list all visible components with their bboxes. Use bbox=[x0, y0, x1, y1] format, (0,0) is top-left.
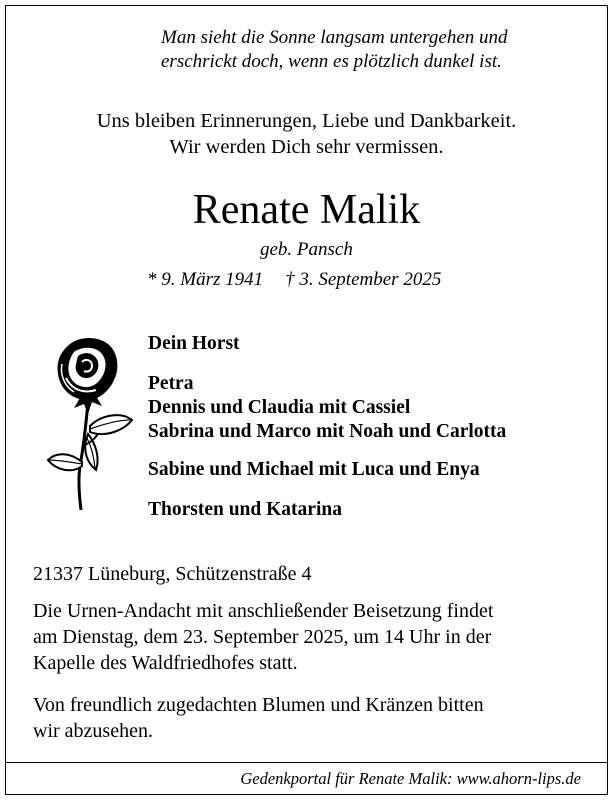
service-line: Kapelle des Waldfriedhofes statt. bbox=[33, 652, 298, 674]
family-member: Thorsten und Katarina bbox=[148, 499, 342, 520]
service-line: am Dienstag, dem 23. September 2025, um 14 Uhr in der bbox=[33, 626, 492, 648]
family-member: Dennis und Claudia mit Cassiel bbox=[148, 397, 411, 418]
quote bbox=[161, 26, 581, 74]
family-group-2 bbox=[148, 372, 506, 444]
family-group-4 bbox=[148, 498, 342, 522]
address: 21337 Lüneburg, Schützenstraße 4 bbox=[33, 563, 312, 585]
flowers-line: Von freundlich zugedachten Blumen und Kränzen bitten bbox=[33, 694, 484, 716]
maiden-name: geb. Pansch bbox=[260, 239, 353, 260]
family-group-3 bbox=[148, 458, 480, 482]
family-member: Dein Horst bbox=[148, 333, 240, 354]
service-line: Die Urnen-Andacht mit anschließender Beisetzung findet bbox=[33, 600, 494, 622]
deceased-name: Renate Malik bbox=[192, 187, 421, 233]
family-member: Sabrina und Marco mit Noah und Carlotta bbox=[148, 421, 507, 442]
birth-date: * 9. März 1941 bbox=[147, 269, 264, 290]
memorial-portal-link[interactable]: Gedenkportal für Renate Malik: www.ahorn-lips.de bbox=[240, 769, 581, 788]
footer-divider bbox=[5, 762, 608, 763]
flowers-note bbox=[33, 692, 593, 744]
life-dates bbox=[147, 268, 463, 292]
quote-line: erschrickt doch, wenn es plötzlich dunkel ist. bbox=[161, 51, 502, 72]
family-member: Petra bbox=[148, 373, 194, 394]
service-info bbox=[33, 598, 593, 676]
rose-icon bbox=[40, 334, 140, 512]
family-member: Sabine und Michael mit Luca und Enya bbox=[148, 459, 480, 480]
family-group-1 bbox=[148, 332, 240, 356]
remembrance-line: Uns bleiben Erinnerungen, Liebe und Dankbarkeit. bbox=[96, 110, 517, 132]
quote-line: Man sieht die Sonne langsam untergehen und bbox=[161, 27, 508, 48]
remembrance-text bbox=[0, 108, 613, 160]
death-date: † 3. September 2025 bbox=[285, 269, 442, 290]
flowers-line: wir abzusehen. bbox=[33, 720, 153, 742]
remembrance-line: Wir werden Dich sehr vermissen. bbox=[169, 136, 444, 158]
